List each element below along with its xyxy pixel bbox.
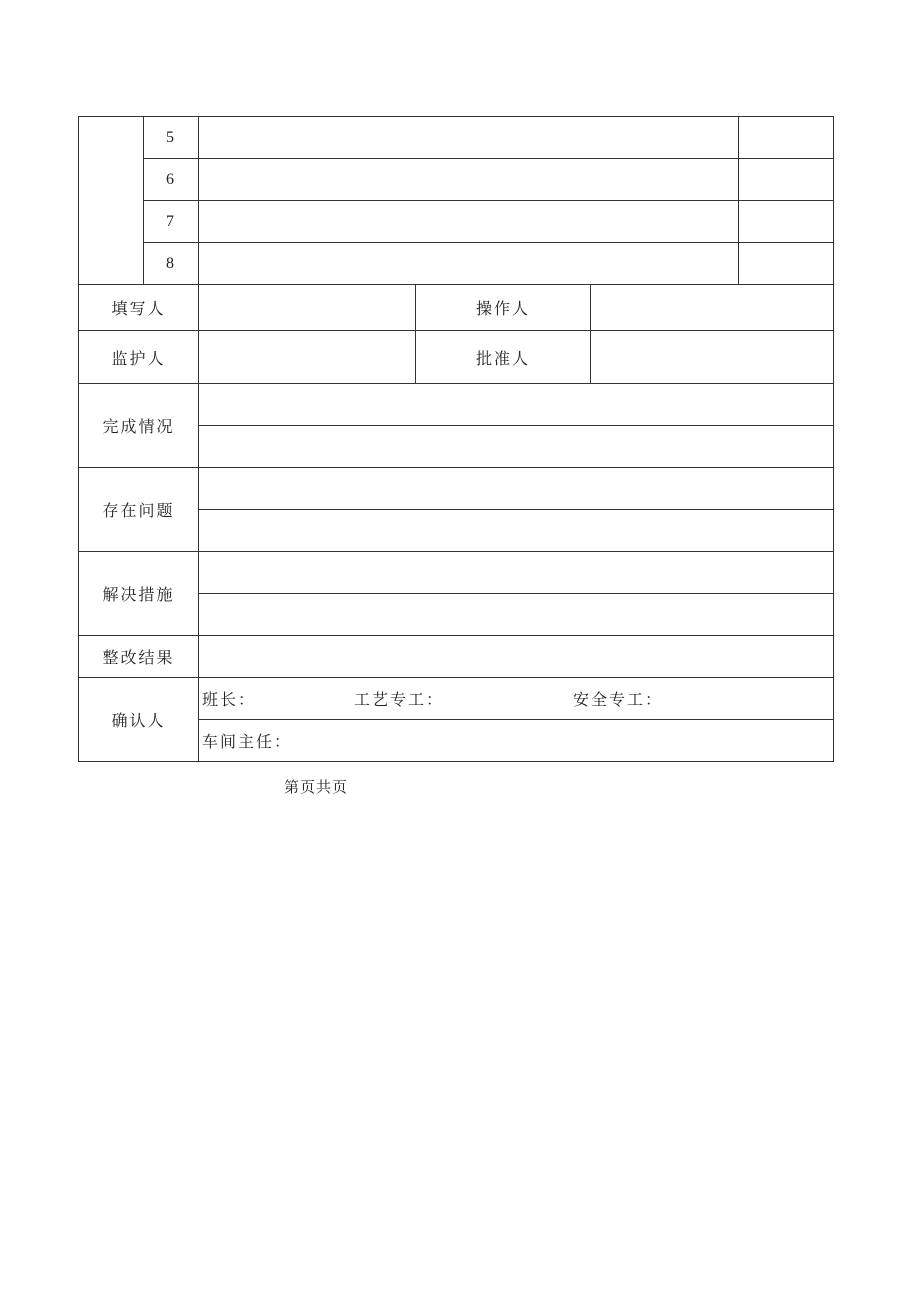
- measures-line-2[interactable]: [199, 594, 834, 636]
- operator-value[interactable]: [591, 285, 834, 331]
- process-engineer-label: 工艺专工：: [354, 690, 445, 709]
- step-row-7: [79, 201, 834, 243]
- measures-label: 解决措施: [79, 552, 199, 636]
- step-note-cell[interactable]: [739, 159, 834, 201]
- step-content-cell[interactable]: [199, 117, 739, 159]
- step-note-cell[interactable]: [739, 117, 834, 159]
- problems-line-1[interactable]: [199, 468, 834, 510]
- completion-row-1: [79, 384, 834, 426]
- team-leader-label: 班长：: [202, 690, 257, 709]
- operator-label: 操作人: [416, 285, 591, 331]
- page-number-footer: 第页共页: [284, 778, 349, 796]
- step-content-cell[interactable]: [199, 159, 739, 201]
- step-number: 7: [144, 201, 199, 243]
- guardian-value[interactable]: [199, 331, 416, 384]
- step-row-5: [79, 117, 834, 159]
- rectification-row: [79, 636, 834, 678]
- guardian-label: 监护人: [79, 331, 199, 384]
- workshop-director-cell[interactable]: [199, 720, 834, 762]
- step-content-cell[interactable]: [199, 243, 739, 285]
- measures-row-1: [79, 552, 834, 594]
- workshop-director-label: 车间主任：: [202, 732, 293, 751]
- problems-line-2[interactable]: [199, 510, 834, 552]
- filler-label: 填写人: [79, 285, 199, 331]
- step-number: 6: [144, 159, 199, 201]
- completion-line-1[interactable]: [199, 384, 834, 426]
- step-number: 5: [144, 117, 199, 159]
- step-number: 8: [144, 243, 199, 285]
- step-group-cell: [79, 117, 144, 285]
- completion-label: 完成情况: [79, 384, 199, 468]
- guardian-approver-row: [79, 331, 834, 384]
- rectification-label: 整改结果: [79, 636, 199, 678]
- safety-engineer-label: 安全专工：: [573, 690, 664, 709]
- step-row-6: [79, 159, 834, 201]
- operation-form-table: [78, 116, 834, 762]
- completion-line-2[interactable]: [199, 426, 834, 468]
- step-note-cell[interactable]: [739, 201, 834, 243]
- approver-value[interactable]: [591, 331, 834, 384]
- confirm-signatures-cell[interactable]: [199, 678, 834, 720]
- problems-row-1: [79, 468, 834, 510]
- step-note-cell[interactable]: [739, 243, 834, 285]
- step-row-8: [79, 243, 834, 285]
- filler-value[interactable]: [199, 285, 416, 331]
- measures-line-1[interactable]: [199, 552, 834, 594]
- approver-label: 批准人: [416, 331, 591, 384]
- confirm-row-1: [79, 678, 834, 720]
- problems-label: 存在问题: [79, 468, 199, 552]
- step-content-cell[interactable]: [199, 201, 739, 243]
- filler-operator-row: [79, 285, 834, 331]
- confirmer-label: 确认人: [79, 678, 199, 762]
- rectification-value[interactable]: [199, 636, 834, 678]
